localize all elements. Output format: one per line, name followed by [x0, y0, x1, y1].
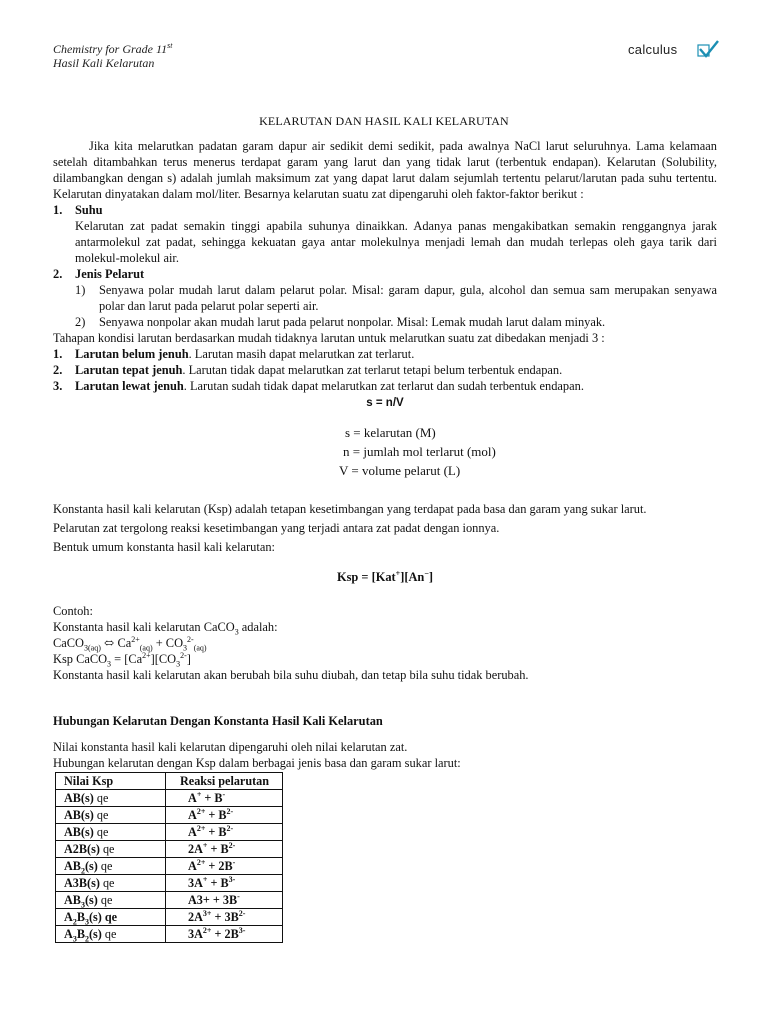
- stage-3: 3. Larutan lewat jenuh. Larutan sudah tidak dapat melarutkan zat terlarut dan sudah terbentuk endapan.: [53, 379, 584, 393]
- reaction-cell: $2A^+ + B^{2-}$: [166, 841, 283, 858]
- reaction-cell: $3A^+ + B^{3-}$: [166, 875, 283, 892]
- example-ksp: Ksp CaCO$_3$ = $[Ca^{2+}][CO_3^{2-}]$: [53, 650, 191, 669]
- factor-suhu-label: Suhu: [75, 203, 103, 217]
- reaction-cell: A3+ + 3B-: [166, 892, 283, 909]
- table-row: [56, 841, 283, 858]
- table-row: [56, 807, 283, 824]
- table-header-row: [56, 773, 283, 790]
- col-header-ksp: Nilai Ksp: [56, 773, 166, 790]
- ksp-cell: AB(s) qe: [56, 824, 166, 841]
- ksp-cell: A3B(s) qe: [56, 875, 166, 892]
- ksp-cell: $A_2B_3(s)$ qe: [56, 909, 166, 926]
- table-row: [56, 824, 283, 841]
- example-note: Konstanta hasil kali kelarutan akan berubah bila suhu diubah, dan tetap bila suhu tidak berubah.: [53, 668, 529, 682]
- table-row: [56, 909, 283, 926]
- relation-p2: Hubungan kelarutan dengan Ksp dalam berbagai jenis basa dan garam sukar larut:: [53, 756, 461, 770]
- reaction-cell: $3A^{2+} + 2B^{3-}$: [166, 926, 283, 943]
- relation-heading: Hubungan Kelarutan Dengan Konstanta Hasil Kali Kelarutan: [53, 714, 383, 728]
- solubility-formula: s = n/V: [366, 397, 404, 409]
- reaction-cell: $A^{2+} + B^{2-}$: [166, 824, 283, 841]
- ksp-cell: $A_3B_2(s)$ qe: [56, 926, 166, 943]
- ksp-general-formula: Ksp = [Kat+][An−]: [336, 568, 434, 584]
- factor-pelarut-label: Jenis Pelarut: [75, 267, 145, 281]
- header-course: Chemistry for Grade 11st: [53, 41, 173, 56]
- page-title: KELARUTAN DAN HASIL KALI KELARUTAN: [259, 114, 509, 128]
- pelarut-item-1: 1) Senyawa polar mudah larut dalam pelarut polar. Misal: garam dapur, gula, alcohol dan semua sam merupakan senyawa polar dan larut pada pelarut polar seperti air.: [75, 283, 717, 313]
- table-row: [56, 926, 283, 943]
- def-s: s = kelarutan (M): [345, 425, 436, 440]
- factor-suhu-text: Kelarutan zat padat semakin tinggi apabila suhunya dinaikkan. Adanya panas mengakibatkan semakin renggangnya jarak antarmolekul zat padat, sehingga kekuatan gaya antar molekulnya menjadi lemah dan mudah terlepas oleh gaya tarik dari molekul-molekul air.: [75, 219, 717, 265]
- example-intro: Konstanta hasil kali kelarutan CaCO$_3$ adalah:: [53, 620, 278, 637]
- ksp-cell: $AB_2(s)$ qe: [56, 858, 166, 875]
- reaction-cell: $2A^{3+} + 3B^{2-}$: [166, 909, 283, 926]
- intro-paragraph: Jika kita melarutkan padatan garam dapur air sedikit demi sedikit, pada awalnya NaCl larut seluruhnya. Lama kelamaan setelah ditambahkan terus menerus terdapat garam yang larut dan yang tidak larut (terbentuk endapan). Kelarutan (Solubility, dilambangkan dengan s) adalah jumlah maksimum zat yang dapat larut dalam sejumlah tertentu pelarut/larutan pada suhu tertentu. Kelarutan dinyatakan dalam mol/liter. Besarnya kelarutan suatu zat dipengaruhi oleh faktor-faktor berikut :: [53, 139, 717, 201]
- ksp-cell: A2B(s) qe: [56, 841, 166, 858]
- table-row: [56, 790, 283, 807]
- ksp-cell: AB(s) qe: [56, 790, 166, 807]
- table-row: [56, 892, 283, 909]
- def-v: V = volume pelarut (L): [339, 463, 461, 478]
- ksp-table: [55, 772, 283, 943]
- table-row: [56, 875, 283, 892]
- factor-suhu: 1. Suhu: [53, 202, 717, 218]
- ksp-definition: Konstanta hasil kali kelarutan (Ksp) adalah tetapan kesetimbangan yang terdapat pada basa dan garam yang sukar larut.: [53, 502, 647, 516]
- main-content: [53, 138, 717, 943]
- formula-definitions: [339, 423, 717, 480]
- def-n: n = jumlah mol terlarut (mol): [343, 444, 496, 459]
- pelarut-item-2: 2) Senyawa nonpolar akan mudah larut pada pelarut nonpolar. Misal: Lemak mudah larut dalam minyak.: [75, 315, 606, 329]
- example-equation: CaCO$_{3(aq)}$ ⬄ $Ca^{2+}_{(aq)} + CO_3^{2-}_{(aq)}$: [53, 634, 207, 653]
- running-header: [53, 42, 172, 70]
- ksp-reaction-note: Pelarutan zat tergolong reaksi kesetimbangan yang terjadi antara zat padat dengan ionnya.: [53, 521, 500, 535]
- header-topic: Hasil Kali Kelarutan: [53, 56, 155, 70]
- ksp-cell: $AB_3(s)$ qe: [56, 892, 166, 909]
- col-header-reaction: Reaksi pelarutan: [166, 773, 283, 790]
- table-row: [56, 858, 283, 875]
- reaction-cell: A+ + B-: [166, 790, 283, 807]
- example-label: Contoh:: [53, 604, 93, 618]
- reaction-cell: $A^{2+} + 2B^-$: [166, 858, 283, 875]
- stage-2: 2. Larutan tepat jenuh. Larutan tidak dapat melarutkan zat terlarut tetapi belum terbentuk endapan.: [53, 363, 563, 377]
- relation-p1: Nilai konstanta hasil kali kelarutan dipengaruhi oleh nilai kelarutan zat.: [53, 740, 408, 754]
- factor-pelarut: 2. Jenis Pelarut: [53, 266, 717, 282]
- reaction-cell: $A^{2+} + B^{2-}$: [166, 807, 283, 824]
- calculus-logo: [628, 38, 720, 60]
- ksp-general-intro: Bentuk umum konstanta hasil kali kelarutan:: [53, 540, 275, 554]
- ksp-cell: AB(s) qe: [56, 807, 166, 824]
- stage-1: 1. Larutan belum jenuh. Larutan masih dapat melarutkan zat terlarut.: [53, 347, 415, 361]
- logo-text: calculus: [628, 42, 678, 57]
- stages-intro: Tahapan kondisi larutan berdasarkan mudah tidaknya larutan untuk melarutkan suatu zat dibedakan menjadi 3 :: [53, 331, 605, 345]
